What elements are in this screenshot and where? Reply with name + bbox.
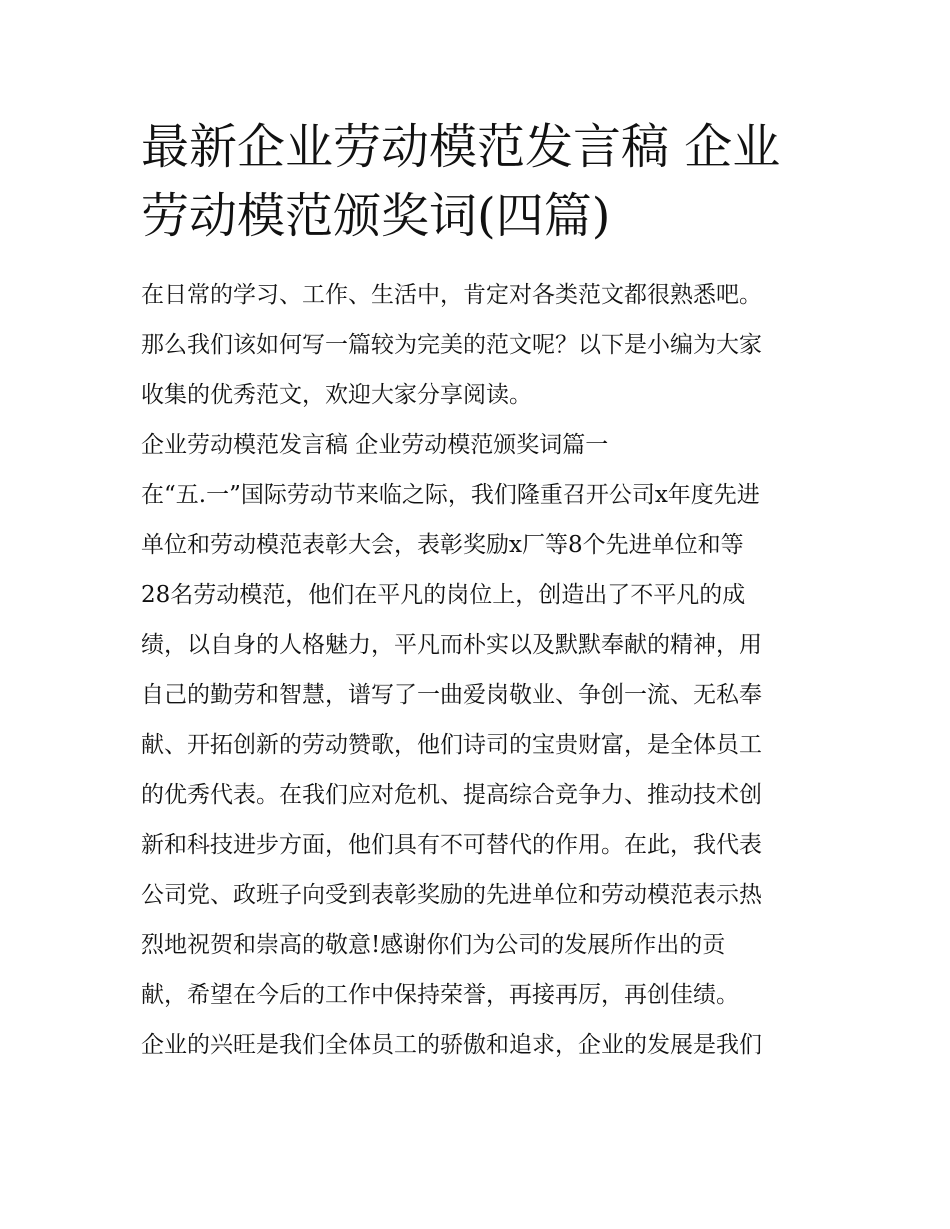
- paragraph-line: 公司党、政班子向受到表彰奖励的先进单位和劳动模范表示热: [141, 882, 762, 908]
- paragraph-line: 的优秀代表。在我们应对危机、提高综合竞争力、推动技术创: [141, 782, 762, 808]
- paragraph-line: 献、开拓创新的劳动赞歌，他们诗司的宝贵财富，是全体员工: [141, 732, 762, 758]
- paragraph-line: 烈地祝贺和崇高的敬意!感谢你们为公司的发展所作出的贡: [141, 932, 726, 958]
- paragraph-line: 献，希望在今后的工作中保持荣誉，再接再厉，再创佳绩。: [141, 982, 739, 1008]
- paragraph-line: 单位和劳动模范表彰大会，表彰奖励x厂等8个先进单位和等: [141, 532, 744, 558]
- intro-line-1: 在日常的学习、工作、生活中，肯定对各类范文都很熟悉吧。: [141, 282, 762, 308]
- title-line-1: 最新企业劳动模范发言稿 企业: [141, 119, 781, 175]
- section-heading: 企业劳动模范发言稿 企业劳动模范颁奖词篇一: [141, 432, 609, 458]
- title-line-2: 劳动模范颁奖词(四篇): [141, 188, 611, 244]
- paragraph-line: 企业的兴旺是我们全体员工的骄傲和追求，企业的发展是我们: [141, 1032, 762, 1058]
- intro-line-2: 那么我们该如何写一篇较为完美的范文呢？以下是小编为大家: [141, 332, 762, 358]
- page-title: [141, 113, 841, 251]
- paragraph-line: 自己的勤劳和智慧，谱写了一曲爱岗敬业、争创一流、无私奉: [141, 682, 762, 708]
- paragraph-line: 在“五.一”国际劳动节来临之际，我们隆重召开公司x年度先进: [141, 482, 760, 508]
- intro-line-3: 收集的优秀范文，欢迎大家分享阅读。: [141, 382, 532, 408]
- paragraph-line: 绩，以自身的人格魅力，平凡而朴实以及默默奉献的精神，用: [141, 632, 762, 658]
- paragraph-line: 新和科技进步方面，他们具有不可替代的作用。在此，我代表: [141, 832, 762, 858]
- paragraph-line: 28名劳动模范，他们在平凡的岗位上，创造出了不平凡的成: [141, 582, 746, 608]
